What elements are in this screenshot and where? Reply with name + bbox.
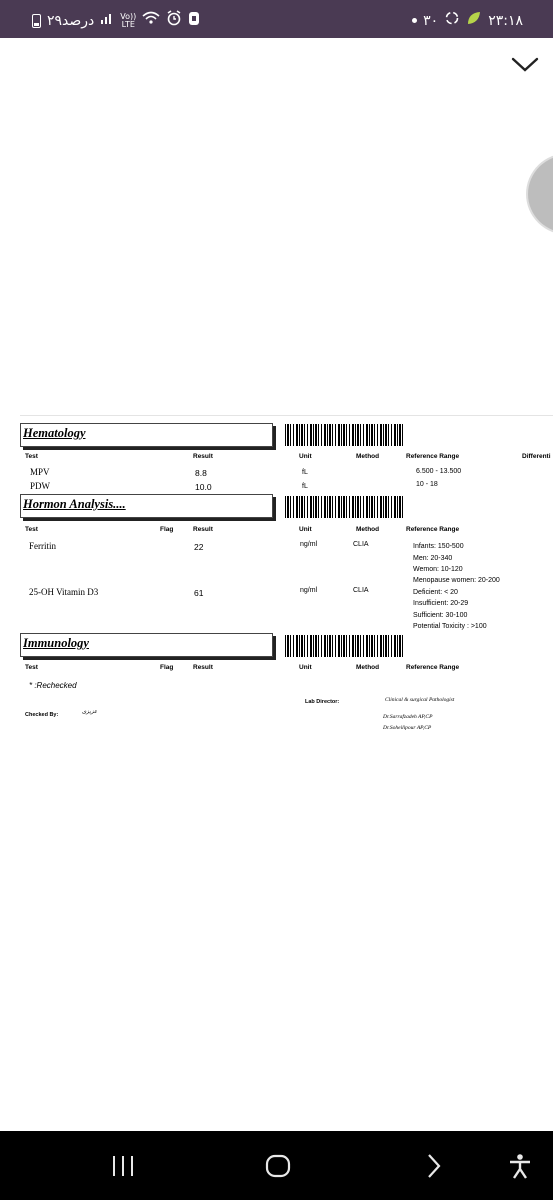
- status-left: [32, 10, 200, 31]
- floating-side-button[interactable]: [528, 155, 553, 233]
- lock-notification-icon: [188, 10, 200, 31]
- hormon-barcode: [285, 496, 405, 518]
- vitd-ref-line: Deficient: < 20: [413, 589, 458, 596]
- hormon-header-result: Result: [193, 526, 213, 533]
- immunology-title-box: [20, 633, 273, 657]
- vitd-ref-line: Potential Toxicity : >100: [413, 623, 487, 630]
- hematology-header-test: Test: [25, 453, 38, 460]
- director-title: Clinical & surgical Pathologist: [385, 697, 455, 703]
- hormon-title-box: [20, 494, 273, 518]
- hormon-header-method: Method: [356, 526, 380, 533]
- rechecked-note: * :Rechecked: [29, 681, 77, 690]
- hormon-header-test: Test: [25, 526, 38, 533]
- row-vitd-test: 25-OH Vitamin D3: [29, 587, 99, 597]
- hormon-header-unit: Unit: [299, 526, 312, 533]
- battery-icon: [32, 14, 41, 28]
- hematology-header-result: Result: [193, 453, 213, 460]
- row-vitd-method: CLIA: [353, 587, 369, 594]
- vitd-ref-line: Sufficient: 30-100: [413, 612, 468, 619]
- row-ferritin-method: CLIA: [353, 541, 369, 548]
- row-mpv-result: 8.8: [195, 468, 207, 478]
- alarm-icon: [166, 10, 182, 31]
- vitd-ref-line: Insufficient: 20-29: [413, 600, 469, 607]
- immunology-header-method: Method: [356, 664, 380, 671]
- hematology-header-reference: Reference Range: [406, 453, 460, 460]
- checked-by-signature: عزیزی: [82, 709, 98, 715]
- row-mpv-test: MPV: [30, 467, 50, 477]
- row-pdw-reference: 10 - 18: [416, 481, 438, 488]
- accessibility-button[interactable]: [505, 1151, 535, 1181]
- director-name-1: Dr.Sarrafzadeh AP,CP: [383, 714, 433, 720]
- ferritin-ref-line: Menopause women: 20-200: [413, 577, 500, 584]
- row-pdw-unit: fL: [302, 483, 308, 490]
- chevron-down-icon[interactable]: [510, 55, 540, 75]
- immunology-header-flag: Flag: [160, 664, 174, 671]
- row-ferritin-test: Ferritin: [29, 541, 56, 551]
- page-divider: [20, 415, 553, 416]
- back-arrow-icon: [424, 1153, 444, 1179]
- lab-report: [0, 420, 553, 740]
- row-ferritin-result: 22: [194, 542, 204, 552]
- row-mpv-unit: fL: [302, 469, 308, 476]
- notification-count: ۳۰: [423, 12, 439, 29]
- volte-icon: [120, 13, 136, 29]
- hematology-title: Hematology: [23, 426, 86, 440]
- hormon-header-reference: Reference Range: [406, 526, 460, 533]
- notification-dot-icon: [412, 18, 417, 23]
- row-vitd-result: 61: [194, 588, 204, 598]
- checked-by-label: Checked By:: [25, 712, 59, 718]
- ferritin-ref-line: Wemon: 10-120: [413, 566, 463, 573]
- immunology-header-result: Result: [193, 664, 213, 671]
- battery-text: ۲۹درصد: [47, 12, 95, 29]
- immunology-header-unit: Unit: [299, 664, 312, 671]
- clock: ۲۳:۱۸: [488, 12, 523, 29]
- immunology-header-reference: Reference Range: [406, 664, 460, 671]
- row-mpv-reference: 6.500 - 13.500: [416, 468, 462, 475]
- wifi-icon: [142, 11, 160, 30]
- lab-director-label: Lab Director:: [305, 699, 340, 705]
- immunology-barcode: [285, 635, 405, 657]
- hematology-header-method: Method: [356, 453, 380, 460]
- row-pdw-result: 10.0: [195, 482, 212, 492]
- accessibility-icon: [508, 1153, 532, 1179]
- immunology-title: Immunology: [23, 636, 89, 650]
- sync-icon: [444, 10, 460, 31]
- hormon-header-flag: Flag: [160, 526, 174, 533]
- immunology-header-test: Test: [25, 664, 38, 671]
- hematology-title-box: [20, 423, 273, 447]
- back-button[interactable]: [419, 1151, 449, 1181]
- status-right: [412, 10, 523, 31]
- row-ferritin-unit: ng/ml: [300, 541, 318, 548]
- lte-text: LTE: [121, 19, 135, 29]
- home-button[interactable]: [263, 1151, 293, 1181]
- hematology-header-extra: Differenti: [522, 453, 551, 460]
- recent-apps-icon: [110, 1155, 136, 1177]
- hematology-barcode: [285, 424, 405, 446]
- signal-icon: [100, 11, 114, 30]
- director-name-2: Dr.Soheilipour AP,CP: [383, 725, 432, 731]
- navigation-bar: [0, 1131, 553, 1200]
- status-bar: [0, 0, 553, 38]
- ferritin-ref-line: Men: 20-340: [413, 555, 453, 562]
- row-vitd-unit: ng/ml: [300, 587, 318, 594]
- recent-apps-button[interactable]: [108, 1151, 138, 1181]
- hematology-header-unit: Unit: [299, 453, 312, 460]
- ferritin-ref-line: Infants: 150-500: [413, 543, 464, 550]
- hormon-title: Hormon Analysis....: [23, 497, 126, 511]
- home-icon: [265, 1154, 291, 1178]
- leaf-icon: [466, 10, 482, 31]
- volte-text: Vo)): [120, 11, 137, 21]
- row-pdw-test: PDW: [30, 481, 50, 491]
